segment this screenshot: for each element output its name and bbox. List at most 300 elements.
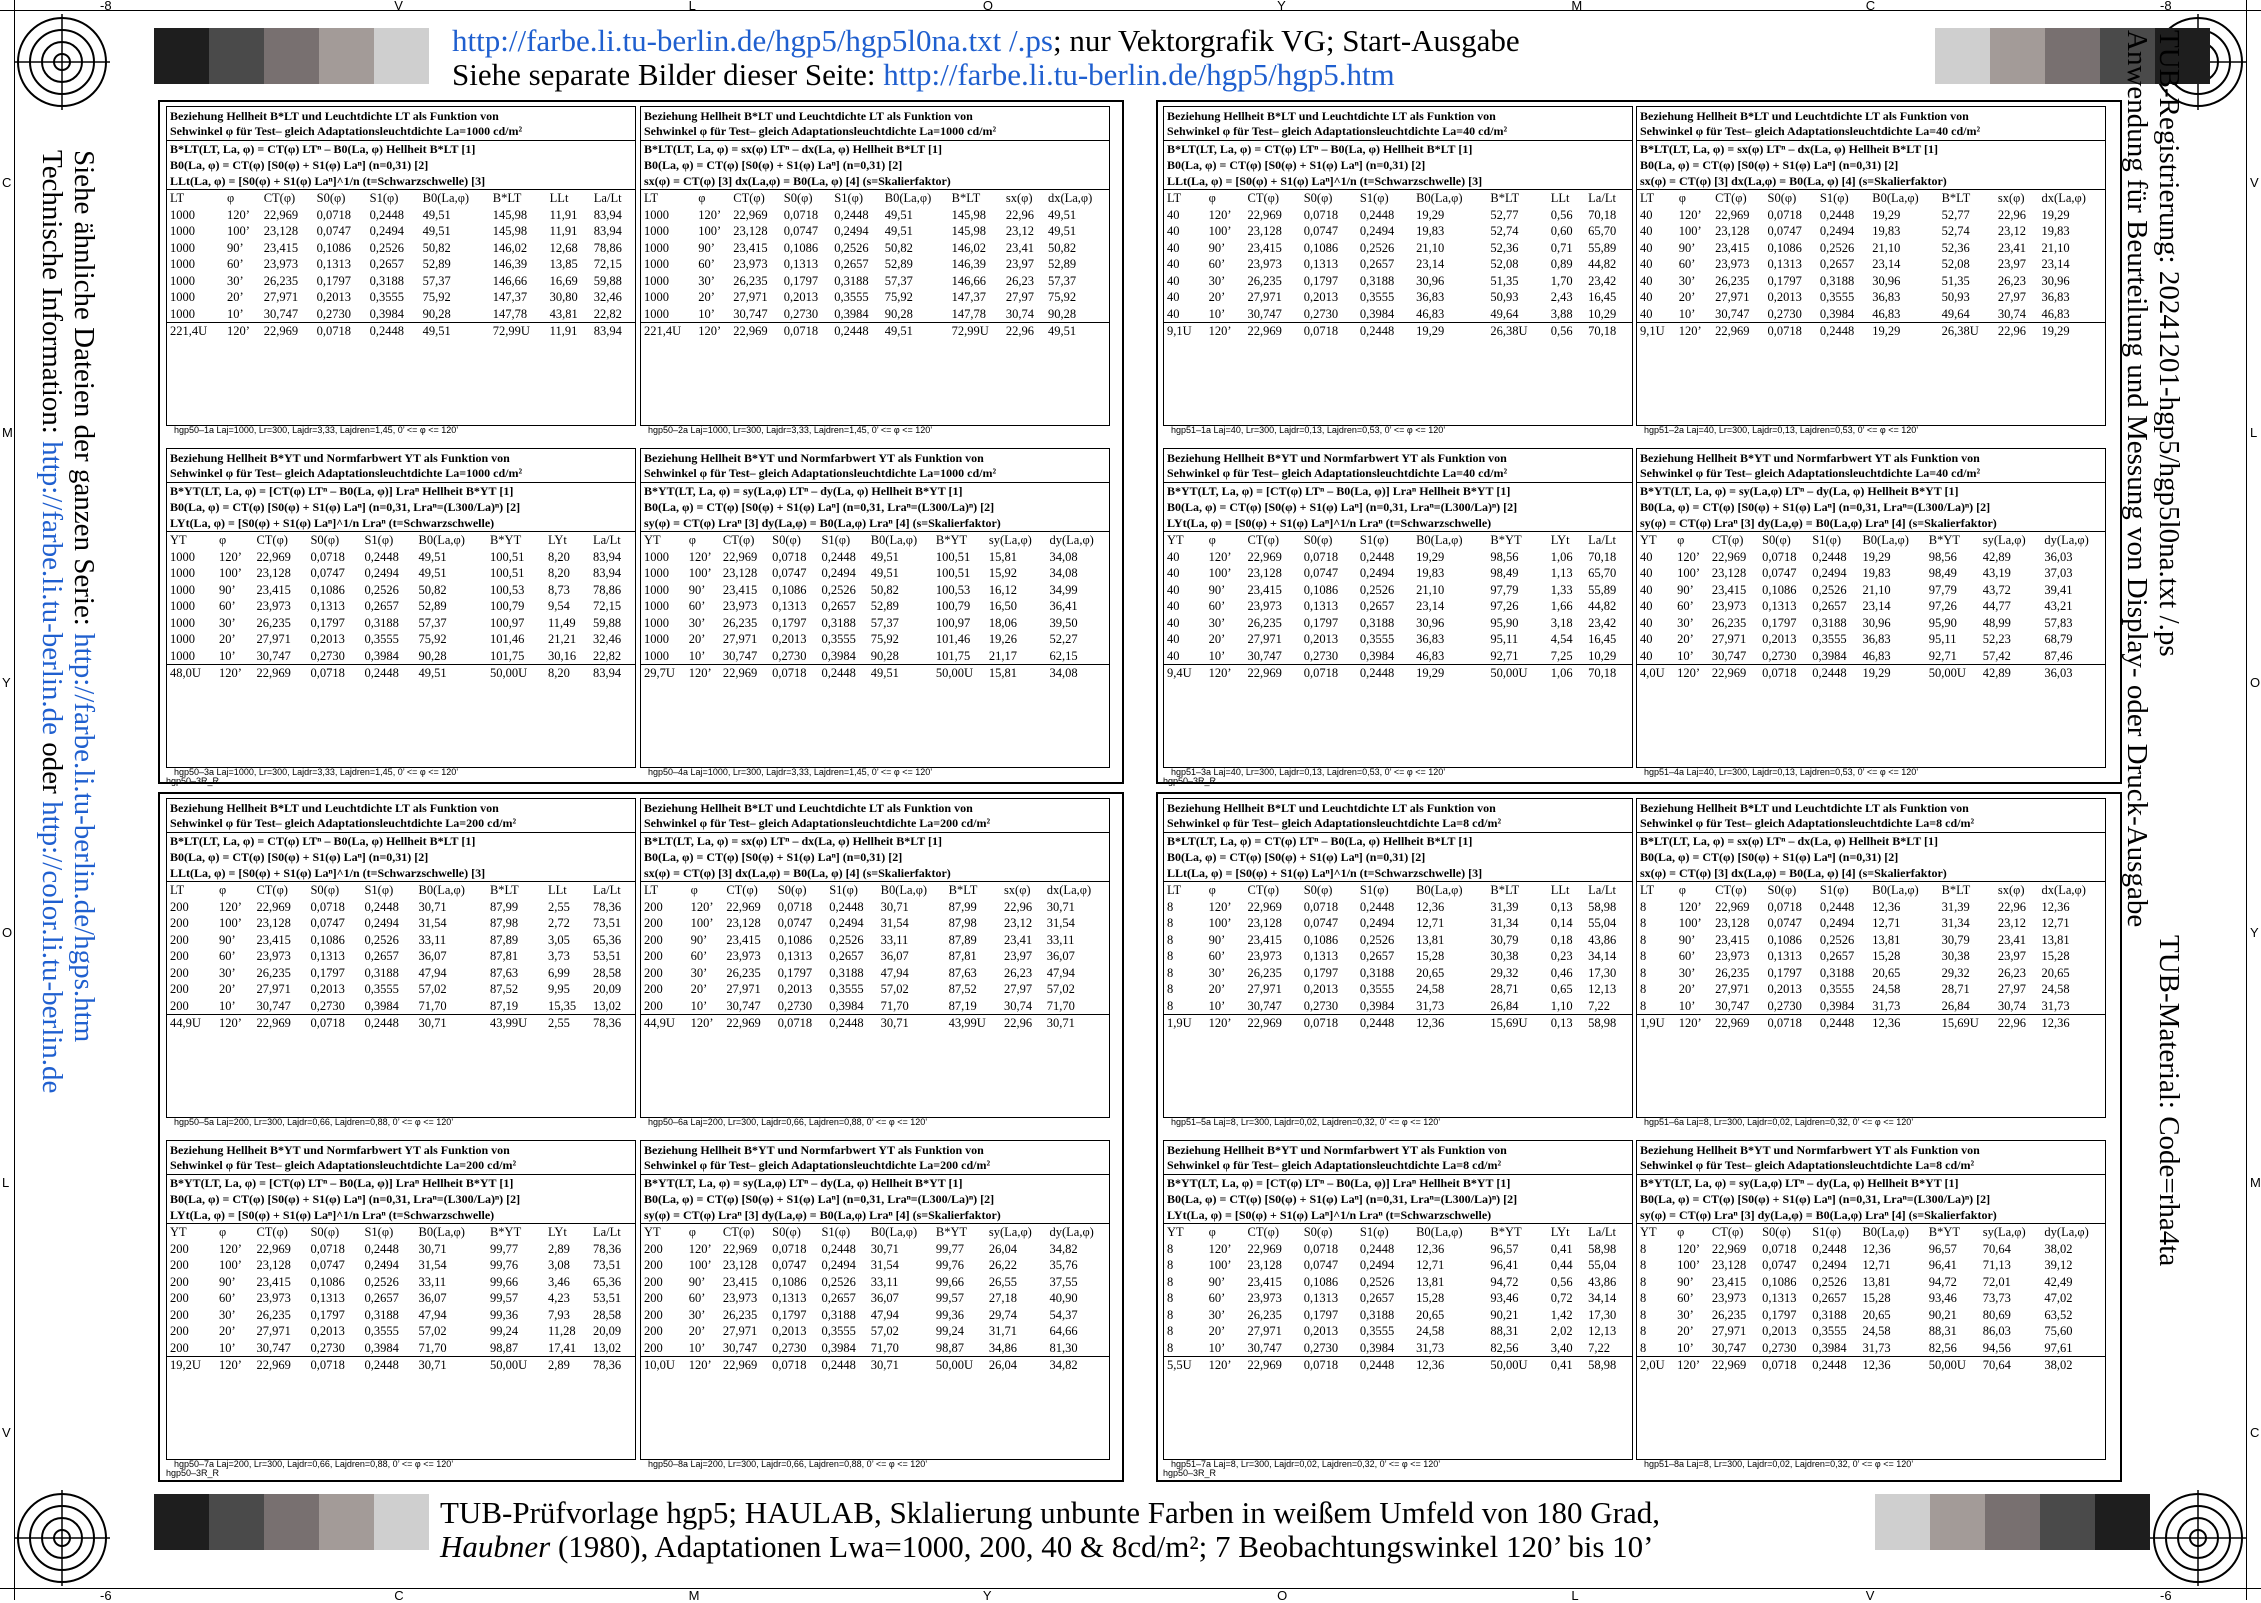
table-cell: 83,94 (590, 665, 635, 682)
table-cell: 49,51 (422, 207, 451, 222)
table-cell: 0,2448 (1812, 1241, 1847, 1256)
table-cell: 57,02 (1046, 982, 1075, 996)
table-cell: 49,51 (870, 566, 899, 580)
ruler-mark: V (2250, 175, 2259, 190)
header-link[interactable]: http://farbe.li.tu-berlin.de/hgp5/hgp5l0na.txt /.ps (452, 23, 1053, 58)
table-cell: 8 (1640, 1274, 1647, 1289)
table-cell: 21,10 (2041, 240, 2070, 255)
table-header-row (1164, 532, 1632, 549)
table-cell: 12,68 (549, 240, 578, 255)
header-line-2: Siehe separate Bilder dieser Seite: http://farbe.li.tu-berlin.de/hgp5/hgp5.htm (452, 57, 1395, 92)
table-cell: 99,57 (489, 1291, 519, 1305)
table-cell: 0,44 (1550, 1258, 1573, 1272)
table-cell: 1000 (644, 582, 669, 597)
table-cell: 1000 (170, 207, 195, 222)
table-cell: 0,2730 (1303, 306, 1339, 321)
table-row (1164, 582, 1632, 599)
table-cell: 0,2448 (361, 1357, 415, 1374)
table-cell: 37,03 (2044, 566, 2073, 580)
data-table (167, 881, 635, 1032)
column-header: dx(La,φ) (2041, 883, 2086, 897)
table-cell: 57,02 (418, 1324, 447, 1338)
table-cell: 60’ (1677, 599, 1694, 613)
table-cell: 0,2013 (783, 290, 819, 304)
table-cell: 27,97 (1997, 290, 2027, 304)
table-cell: 0,0747 (1762, 566, 1797, 580)
panel-title-line: Sehwinkel φ für Test– gleich Adaptationsleuchtdichte La=40 cd/m² (1167, 466, 1508, 480)
table-row (641, 932, 1109, 949)
table-cell: 0,2526 (1812, 1274, 1847, 1289)
table-cell: 23,14 (1416, 257, 1445, 271)
panel-title (167, 799, 635, 833)
table-cell: 23,415 (1247, 1274, 1282, 1289)
table-cell: 12,13 (1588, 1324, 1617, 1338)
panel-title-line: Beziehung Hellheit B*LT und Leuchtdichte LT als Funktion von (170, 109, 499, 123)
table-header-row (641, 190, 1109, 207)
table-cell: 0,1797 (1767, 273, 1802, 288)
column-header: φ (698, 191, 706, 205)
table-cell: 23,128 (722, 566, 758, 580)
table-cell: 146,66 (951, 273, 986, 288)
table-cell: 22,969 (723, 1015, 774, 1032)
table-cell: 20’ (688, 632, 706, 646)
table-header-row (167, 882, 635, 899)
table-cell: 12,36 (1416, 899, 1445, 914)
table-cell: 9,4U (1164, 665, 1206, 682)
table-cell: 82,56 (1490, 1340, 1519, 1355)
table-cell: 49,51 (1047, 224, 1077, 238)
formula-line: sy(φ) = CT(φ) Lraⁿ [3] dy(La,φ) = B0(La,φ) Lraⁿ [4] (s=Skalierfaktor) (1640, 516, 1997, 530)
table-cell: 0,3188 (821, 615, 856, 630)
table-cell: 0,2013 (310, 1324, 345, 1338)
table-cell: 34,08 (1049, 549, 1078, 564)
column-header: S0(φ) (772, 1225, 801, 1239)
table-cell: 1000 (644, 240, 669, 255)
table-cell: 101,46 (489, 632, 525, 646)
table-cell: 13,81 (2041, 932, 2070, 947)
table-cell: 20’ (219, 1324, 236, 1338)
table-row (1164, 273, 1632, 290)
table-cell: 36,07 (870, 1291, 899, 1305)
table-cell: 147,37 (492, 290, 528, 304)
table-cell: 22,969 (1711, 549, 1747, 564)
table-cell: 95,11 (1928, 632, 1957, 646)
table-row (1637, 598, 2105, 615)
table-cell: 50,82 (870, 582, 899, 597)
table-cell: 15,28 (1416, 949, 1445, 963)
table-cell: 20’ (1678, 290, 1696, 304)
table-cell: 40 (1640, 549, 1653, 564)
table-row (1164, 981, 1632, 998)
table-cell: 31,54 (418, 1258, 447, 1272)
table-cell: 0,2526 (821, 1274, 856, 1289)
table-cell: 100’ (226, 224, 250, 238)
table-cell: 8 (1640, 982, 1647, 996)
table-cell: 30,96 (1872, 273, 1901, 288)
column-header: S1(φ) (829, 883, 858, 897)
table-cell: 22,82 (593, 306, 622, 321)
gray-step (1990, 28, 2045, 84)
table-cell: 31,73 (2041, 998, 2070, 1013)
column-header: φ (688, 533, 696, 547)
gray-step (1935, 28, 1990, 84)
gray-step (209, 1494, 264, 1550)
table-cell: 99,66 (935, 1274, 965, 1289)
table-cell: 0,0718 (1301, 1015, 1357, 1032)
table-cell: 26,235 (1715, 965, 1750, 980)
table-cell: 3,46 (547, 1274, 570, 1289)
table-cell: 0,2013 (310, 632, 345, 646)
table-cell: 100,51 (489, 566, 525, 580)
table-cell: 42,89 (1980, 665, 2042, 682)
table-cell: 120’ (224, 323, 261, 340)
column-header: dx(La,φ) (2041, 191, 2086, 205)
table-cell: 0,0718 (307, 1357, 361, 1374)
table-cell: 0,3188 (1819, 273, 1855, 288)
table-cell: 23,415 (1247, 240, 1282, 255)
column-header: La/Lt (593, 191, 622, 205)
table-cell: 6,99 (547, 965, 570, 980)
table-cell: 30,747 (1711, 648, 1747, 663)
table-cell: 0,3555 (1359, 982, 1395, 996)
table-cell: 21,10 (1416, 240, 1445, 255)
table-cell: 27,971 (256, 982, 291, 996)
table-cell: 0,2494 (364, 1258, 399, 1272)
table-cell: 100’ (1677, 566, 1701, 580)
table-cell: 1000 (644, 549, 669, 564)
table-cell: 40 (1167, 257, 1180, 271)
table-cell: 0,2657 (1359, 599, 1395, 613)
table-cell: 27,971 (1247, 982, 1282, 996)
table-cell: 40 (1167, 240, 1180, 255)
table-cell: 87,63 (948, 965, 977, 980)
table-cell: 20’ (1677, 632, 1694, 646)
formula-line: B*YT(LT, La, φ) = sy(La,φ) LTⁿ – dy(La, φ) Hellheit B*YT [1] (1640, 484, 1959, 498)
table-cell: 30,747 (1247, 1340, 1282, 1355)
table-cell: 26,23 (1005, 273, 1034, 288)
table-cell: 31,54 (870, 1258, 899, 1272)
panel-title-line: Sehwinkel φ für Test– gleich Adaptationsleuchtdichte La=1000 cd/m² (170, 124, 523, 138)
table-cell: 120’ (1678, 899, 1702, 914)
table-cell: 200 (170, 1274, 189, 1289)
table-cell: 0,1313 (310, 1291, 345, 1305)
table-cell: 221,4U (167, 323, 224, 340)
table-row (1637, 981, 2105, 998)
table-cell: 100,53 (935, 582, 971, 597)
table-cell: 33,11 (418, 932, 447, 947)
table-row (167, 1307, 635, 1324)
table-cell: 0,2730 (1762, 1340, 1797, 1355)
table-cell: 0,2657 (821, 599, 856, 613)
table-cell: 200 (170, 1291, 189, 1305)
table-cell: 0,1797 (310, 1307, 345, 1322)
table-cell: 30,16 (547, 648, 577, 663)
table-cell: 0,1086 (772, 1274, 807, 1289)
column-header: S0(φ) (310, 533, 340, 547)
ruler-mark: Y (2250, 925, 2259, 940)
table-cell: 8,20 (545, 665, 590, 682)
table-cell: 34,82 (1049, 1241, 1078, 1256)
table-cell: 47,94 (880, 965, 909, 980)
table-cell: 15,28 (2041, 949, 2070, 963)
table-cell: 19,2U (167, 1357, 216, 1374)
table-cell: 24,58 (1416, 982, 1445, 996)
table-cell: 78,36 (592, 899, 622, 914)
table-cell: 19,29 (1872, 207, 1901, 222)
table-cell: 146,39 (492, 257, 528, 271)
table-cell: 23,14 (2041, 257, 2070, 271)
table-cell: 120’ (688, 549, 712, 564)
table-cell: 27,971 (1711, 1324, 1747, 1338)
table-cell: 60’ (226, 257, 244, 271)
panel-title (1637, 107, 2105, 141)
table-cell: 72,99U (490, 323, 547, 340)
column-header: φ (1678, 883, 1686, 897)
column-header: B*YT (935, 533, 968, 547)
table-panel (166, 1140, 636, 1460)
table-cell: 147,37 (951, 290, 986, 304)
table-cell: 0,2526 (1359, 1274, 1395, 1289)
table-cell: 52,74 (1941, 224, 1970, 238)
table-cell: 12,36 (1859, 1357, 1925, 1374)
table-cell: 27,18 (988, 1291, 1017, 1305)
table-cell: 23,97 (1997, 949, 2027, 963)
table-cell: 0,23 (1550, 949, 1573, 963)
left-border (14, 0, 15, 1600)
table-cell: 40 (1640, 599, 1653, 613)
table-cell: 23,128 (1247, 566, 1282, 580)
table-cell: 0,0718 (772, 1241, 807, 1256)
table-cell: 200 (170, 932, 189, 947)
table-cell: 120’ (226, 207, 250, 222)
table-row (641, 565, 1109, 582)
table-cell: 1000 (170, 648, 195, 663)
panel-title (1637, 449, 2105, 483)
panel-title-line: Beziehung Hellheit B*YT und Normfarbwert YT als Funktion von (1640, 451, 1980, 465)
table-cell: 200 (644, 1241, 663, 1256)
table-cell: 101,75 (935, 648, 971, 663)
column-header: LT (644, 191, 659, 205)
table-cell: 23,42 (1588, 273, 1617, 288)
table-cell: 12,13 (1588, 982, 1617, 996)
table-cell: 0,2448 (1359, 1241, 1395, 1256)
table-cell: 100’ (1677, 1258, 1701, 1272)
table-cell: 30,747 (722, 648, 758, 663)
table-cell: 60’ (688, 599, 706, 613)
table-cell: 52,36 (1941, 240, 1970, 255)
panel-title-line: Beziehung Hellheit B*LT und Leuchtdichte LT als Funktion von (1167, 801, 1496, 815)
table-cell: 30’ (219, 965, 236, 980)
table-cell: 0,3555 (1819, 982, 1855, 996)
table-cell: 200 (170, 965, 189, 980)
formula-line: B0(La, φ) = CT(φ) [S0(φ) + S1(φ) Laⁿ] (n=0,31, Lraⁿ=(L300/La)ⁿ) [2] (170, 1192, 521, 1206)
gray-step (264, 1494, 319, 1550)
table-row (1164, 289, 1632, 306)
table-cell: 22,969 (253, 1357, 307, 1374)
table-cell: 98,56 (1928, 549, 1957, 564)
table-cell: 1000 (644, 615, 669, 630)
formula-line: B0(La, φ) = CT(φ) [S0(φ) + S1(φ) Laⁿ] (n=0,31, Lraⁿ=(L300/La)ⁿ) [2] (644, 1192, 995, 1206)
tech-info-link-2[interactable]: http://color.li.tu-berlin.de (36, 801, 68, 1094)
table-cell: 26,235 (726, 965, 761, 980)
table-cell: 0,18 (1550, 932, 1573, 947)
table-cell: 42,49 (2044, 1274, 2073, 1289)
table-cell: 3,18 (1550, 615, 1573, 630)
table-cell: 50,93 (1490, 290, 1519, 304)
table-cell: 3,05 (547, 932, 570, 947)
table-cell: 0,2448 (821, 549, 856, 564)
table-cell: 0,2494 (821, 566, 856, 580)
table-cell: 0,1313 (1303, 599, 1339, 613)
table-row-summary (1164, 1015, 1632, 1032)
table-cell: 60’ (219, 1291, 236, 1305)
tech-info-link[interactable]: http://farbe.li.tu-berlin.de (36, 441, 68, 736)
table-cell: 30,71 (418, 899, 447, 914)
column-header: CT(φ) (263, 191, 296, 205)
table-cell: 60’ (1208, 1291, 1226, 1305)
table-cell: 20’ (219, 632, 236, 646)
table-cell: 0,2494 (1819, 224, 1855, 238)
table-cell: 23,12 (1003, 916, 1033, 930)
table-cell: 23,12 (1997, 224, 2027, 238)
table-cell: 34,99 (1049, 582, 1078, 597)
table-row (641, 306, 1109, 323)
table-cell: 72,15 (593, 257, 622, 271)
column-header: S1(φ) (1819, 191, 1849, 205)
table-cell: 93,46 (1490, 1291, 1519, 1305)
table-panel (1636, 1140, 2106, 1460)
panel-title-line: Sehwinkel φ für Test– gleich Adaptationsleuchtdichte La=8 cd/m² (1640, 1158, 1975, 1172)
table-cell: 43,19 (1982, 566, 2011, 580)
table-cell: 23,128 (1715, 224, 1750, 238)
table-cell: 1000 (644, 632, 669, 646)
header-link-2[interactable]: http://farbe.li.tu-berlin.de/hgp5/hgp5.htm (883, 57, 1395, 92)
table-cell: 50,00U (1926, 665, 1980, 682)
table-cell: 10,29 (1588, 648, 1617, 663)
table-cell: 0,0747 (310, 566, 345, 580)
table-cell: 19,83 (2041, 224, 2070, 238)
series-link[interactable]: http://farbe.li.tu-berlin.de/hgps.htm (68, 633, 100, 1043)
table-cell: 44,77 (1982, 599, 2011, 613)
table-cell: 30,80 (549, 290, 578, 304)
table-cell: 30,96 (1862, 615, 1891, 630)
table-cell: 0,3188 (834, 273, 869, 288)
table-cell: 22,969 (726, 899, 761, 914)
column-header: dy(La,φ) (2044, 533, 2089, 547)
table-cell: 40 (1640, 240, 1653, 255)
table-cell: 55,04 (1588, 916, 1617, 930)
gray-step (374, 1494, 429, 1550)
table-cell: 10’ (688, 648, 706, 663)
table-cell: 10’ (1677, 1340, 1694, 1355)
table-cell: 0,1313 (1762, 599, 1797, 613)
table-cell: 60’ (698, 257, 715, 271)
column-header: S1(φ) (821, 1225, 851, 1239)
panel-title-line: Sehwinkel φ für Test– gleich Adaptationsleuchtdichte La=40 cd/m² (1640, 124, 1981, 138)
table-row (167, 582, 635, 599)
table-cell: 8 (1640, 916, 1647, 930)
table-cell: 52,89 (884, 257, 913, 271)
table-cell: 2,02 (1550, 1324, 1573, 1338)
formula-line: B*YT(LT, La, φ) = sy(La,φ) LTⁿ – dy(La, φ) Hellheit B*YT [1] (1640, 1176, 1959, 1190)
table-cell: 0,3984 (821, 1340, 856, 1355)
table-cell: 78,36 (590, 1357, 635, 1374)
table-cell: 78,36 (592, 1241, 622, 1256)
table-cell: 87,19 (489, 998, 519, 1013)
panel-code: hgp51–5a Laj=8, Lr=300, Lajdr=0,02, Lajdren=0,32, 0’ <= φ <= 120’ (1171, 1117, 1441, 1127)
table-cell: 20,65 (2041, 965, 2070, 980)
table-panel (166, 798, 636, 1118)
column-header: φ (690, 883, 698, 897)
table-cell: 30,71 (880, 899, 909, 914)
formula-line: B0(La, φ) = CT(φ) [S0(φ) + S1(φ) Laⁿ] (n=0,31, Lraⁿ=(L300/La)ⁿ) [2] (644, 500, 995, 514)
table-cell: 0,2448 (1357, 323, 1413, 340)
table-cell: 47,02 (2044, 1291, 2073, 1305)
footer-line-2: Haubner (1980), Adaptationen Lwa=1000, 200, 40 & 8cd/m²; 7 Beobachtungswinkel 120’ bis 10’ (440, 1529, 1654, 1564)
table-cell: 36,83 (1862, 632, 1891, 646)
table-cell: 0,3555 (834, 290, 869, 304)
table-cell: 0,2494 (1359, 566, 1395, 580)
table-cell: 34,08 (1049, 566, 1078, 580)
column-header: sx(φ) (1997, 191, 2025, 205)
column-header: B0(La,φ) (1416, 191, 1463, 205)
table-header-row (641, 882, 1109, 899)
table-cell: 200 (644, 899, 663, 914)
gray-step (319, 1494, 374, 1550)
table-cell: 10’ (1678, 306, 1696, 321)
table-cell: 0,3555 (1359, 290, 1395, 304)
table-row (1637, 256, 2105, 273)
formula-line: B0(La, φ) = CT(φ) [S0(φ) + S1(φ) Laⁿ] (n=0,31, Lraⁿ=(L300/La)ⁿ) [2] (1167, 500, 1518, 514)
table-cell: 31,39 (1490, 899, 1519, 914)
table-cell: 100’ (1208, 1258, 1232, 1272)
table-cell: 83,94 (592, 549, 622, 564)
table-panel (166, 106, 636, 426)
table-row-summary (641, 665, 1109, 682)
data-table (641, 881, 1109, 1032)
table-cell: 30’ (1678, 965, 1696, 980)
table-cell: 0,2494 (364, 566, 399, 580)
table-cell: 52,27 (1049, 632, 1078, 646)
column-header: CT(φ) (1711, 533, 1744, 547)
table-cell: 26,04 (988, 1241, 1017, 1256)
table-cell: 99,36 (489, 1307, 519, 1322)
table-row (641, 1323, 1109, 1340)
table-cell: 200 (644, 998, 663, 1013)
column-header: B0(La,φ) (870, 1225, 918, 1239)
column-header: φ (226, 191, 235, 205)
table-cell: 0,0718 (775, 1015, 826, 1032)
table-cell: 0,3984 (364, 1340, 399, 1355)
table-row (1164, 549, 1632, 566)
table-cell: 50,82 (884, 240, 913, 255)
table-cell: 49,51 (884, 207, 913, 222)
table-cell: 200 (644, 1274, 663, 1289)
table-cell: 200 (644, 949, 663, 963)
table-cell: 29,32 (1490, 965, 1519, 980)
table-cell: 0,2526 (364, 582, 399, 597)
table-cell: 37,55 (1049, 1274, 1078, 1289)
table-cell: 0,3555 (1359, 1324, 1395, 1338)
table-cell: 20’ (1677, 1324, 1694, 1338)
table-cell: 19,26 (988, 632, 1017, 646)
table-cell: 34,82 (1046, 1357, 1109, 1374)
table-cell: 27,971 (1715, 290, 1750, 304)
table-cell: 40 (1167, 290, 1180, 304)
table-cell: 22,969 (1245, 1357, 1301, 1374)
table-row (641, 223, 1109, 240)
table-cell: 200 (644, 1324, 663, 1338)
